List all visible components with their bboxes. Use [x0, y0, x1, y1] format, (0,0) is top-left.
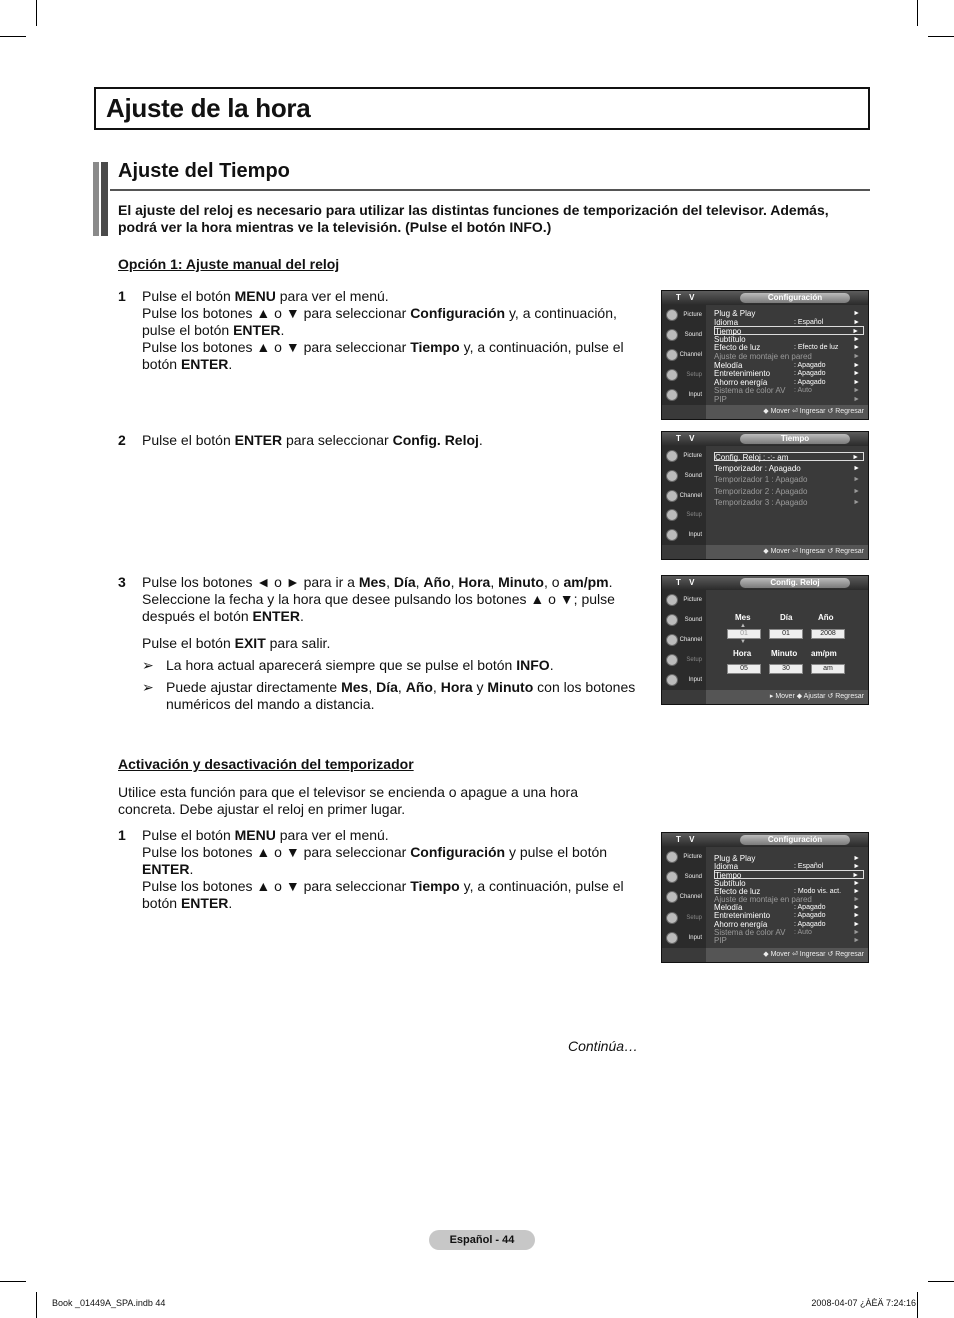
tv-menu-item-value: : Modo vis. act.	[794, 887, 842, 895]
tv-screen-tiempo	[661, 431, 869, 560]
arrow-right-icon: ►	[853, 396, 860, 403]
text-bold: Minuto	[498, 574, 544, 590]
tv-sidebar-label: Channel	[679, 894, 702, 901]
tv-sidebar-item-picture[interactable]	[664, 591, 704, 611]
tv-menu-list	[708, 448, 864, 543]
crop-mark	[928, 1281, 954, 1282]
text: ,	[432, 679, 441, 695]
text-bold: Tiempo	[410, 878, 460, 894]
tv-menu-item-label: Temporizador 2 : Apagado	[714, 486, 808, 496]
arrow-right-icon: ►	[853, 318, 860, 326]
text: y, a continuación, pulse el botón	[142, 339, 624, 372]
tv-footer: ◆ Mover ⏎ Ingresar ↺ Regresar	[706, 405, 868, 419]
input-icon	[666, 674, 678, 686]
tv-sidebar-label: Input	[688, 934, 702, 941]
option1-title: Opción 1: Ajuste manual del reloj	[118, 256, 340, 272]
tv-sidebar-item-channel[interactable]	[664, 888, 704, 908]
arrow-right-icon: ►	[852, 872, 859, 880]
text: Pulse los botones ▲ o ▼ para seleccionar	[142, 305, 411, 321]
text: ,	[368, 679, 377, 695]
tv-menu-title: Config. Reloj	[740, 578, 850, 588]
page-number: Español - 44	[429, 1230, 535, 1250]
tv-sidebar-label: Setup	[686, 372, 702, 378]
text-bold: ENTER	[142, 861, 190, 877]
tv-menu-item[interactable]	[714, 395, 864, 404]
tv-label: T V	[676, 293, 698, 302]
text: ,	[450, 574, 459, 590]
text: .	[280, 322, 285, 338]
channel-icon	[666, 634, 678, 646]
arrow-right-icon: ►	[853, 361, 860, 369]
page-title-box	[94, 87, 870, 130]
tv-sidebar-item-input[interactable]	[664, 386, 704, 406]
crop-mark	[36, 1292, 37, 1318]
arrow-right-icon: ►	[853, 353, 860, 360]
text: y pulse el botón	[505, 844, 608, 860]
text: Pulse el botón	[142, 288, 235, 304]
step-2	[118, 432, 638, 449]
tv-menu-item-label: PIP	[714, 395, 727, 404]
arrow-right-icon: ►	[853, 378, 860, 386]
text-bold: ENTER	[233, 322, 281, 338]
tv-sidebar	[662, 446, 706, 545]
sound-icon	[666, 329, 678, 341]
picture-icon	[666, 851, 678, 863]
tv-sidebar-item-setup[interactable]	[664, 366, 704, 386]
tv-menu-title: Configuración	[740, 293, 850, 303]
clock-label-hora: Hora	[733, 649, 752, 658]
text: . Seleccione la fecha y la hora que desee pulsando los botones ▲ o ▼; pulse después el botón	[142, 574, 615, 624]
tv-menu-item-label: Idioma	[714, 317, 739, 327]
arrow-right-icon: ►	[853, 912, 860, 920]
tv-header	[662, 291, 868, 305]
tv-menu-list	[708, 307, 864, 403]
tv-sidebar-label: Setup	[686, 914, 702, 921]
tv-menu-item[interactable]	[714, 475, 864, 484]
crop-mark	[0, 36, 26, 37]
tv-sidebar-item-sound[interactable]	[664, 611, 704, 631]
tv-footer: ◆ Mover ⏎ Ingresar ↺ Regresar	[706, 948, 868, 962]
tv-menu-item-label: Plug & Play	[714, 854, 756, 863]
arrow-right-icon: ►	[853, 855, 860, 862]
sound-icon	[666, 871, 678, 883]
text: Pulse los botones ▲ o ▼ para seleccionar	[142, 878, 411, 894]
clock-field-minuto[interactable]: 30	[769, 664, 803, 674]
tv-screen-config-reloj	[661, 575, 869, 705]
text: ,	[397, 679, 406, 695]
channel-icon	[666, 490, 678, 502]
clock-field-dia[interactable]: 01	[769, 629, 803, 639]
timer-title: Activación y desactivación del temporizador	[118, 756, 414, 772]
text: Pulse el botón	[142, 827, 235, 843]
tv-menu-title: Configuración	[740, 835, 850, 845]
text-bold: ENTER	[180, 895, 229, 911]
intro-text: El ajuste del reloj es necesario para utilizar las distintas funciones de temporización del televisor. Además, podrá ver la hora mientras ve la televisión. (Pulse el botón INFO.)	[118, 202, 829, 235]
arrow-right-icon: ►	[853, 387, 860, 395]
text: ,	[415, 574, 424, 590]
arrow-right-icon: ►	[853, 370, 860, 378]
tv-sidebar-label: Sound	[684, 332, 702, 338]
text-bold: EXIT	[234, 635, 266, 651]
tv-menu-item-label: Sistema de color AV	[714, 927, 786, 937]
tv-menu-item-label: Entretenimiento	[714, 369, 771, 379]
tv-menu-item-label: Ahorro energía	[714, 919, 768, 929]
text: Puede ajustar directamente	[166, 679, 342, 695]
tv-menu-item-label: Temporizador 1 : Apagado	[714, 475, 808, 484]
footer-left: Book _01449A_SPA.indb 44	[52, 1298, 166, 1308]
setup-icon	[666, 369, 678, 381]
crop-mark	[0, 1281, 26, 1282]
text: Pulse los botones ▲ o ▼ para seleccionar	[142, 339, 411, 355]
tv-sidebar-item-picture[interactable]	[664, 447, 704, 467]
clock-label-mes: Mes	[735, 613, 751, 622]
channel-icon	[666, 349, 678, 361]
text: .	[228, 356, 233, 372]
note	[142, 657, 638, 674]
step-number: 1	[118, 827, 126, 843]
tv-sidebar-item-setup[interactable]	[664, 651, 704, 671]
page-title: Ajuste de la hora	[106, 93, 311, 123]
tv-sidebar-label: Input	[688, 532, 702, 539]
tv-menu-item-value: : Apagado	[794, 370, 826, 378]
picture-icon	[666, 309, 678, 321]
tv-menu-item-value: : Español	[794, 318, 824, 326]
tv-sidebar-item-sound[interactable]	[664, 868, 704, 888]
section-bar	[93, 162, 99, 236]
tv-menu-item-label: Sistema de color AV	[714, 386, 786, 396]
up-arrow-icon: ▲	[740, 623, 746, 629]
section-bar	[101, 162, 108, 236]
text-bold: Hora	[458, 574, 491, 590]
tv-menu-item-value: : Español	[794, 863, 824, 871]
text: para ver el menú.	[275, 288, 389, 304]
text-bold: MENU	[234, 827, 276, 843]
crop-mark	[917, 1292, 918, 1318]
text-bold: ENTER	[252, 608, 300, 624]
text: , o	[543, 574, 564, 590]
tv-sidebar-label: Sound	[684, 472, 702, 479]
tv-label: T V	[676, 835, 698, 844]
continues-label: Continúa…	[568, 1038, 639, 1054]
tv-menu-item-label: PIP	[714, 936, 727, 945]
crop-mark	[917, 0, 918, 26]
arrow-right-icon: ►	[853, 487, 860, 495]
input-icon	[666, 389, 678, 401]
text-bold: Hora	[440, 679, 473, 695]
tv-sidebar-item-input[interactable]	[664, 671, 704, 691]
text: .	[549, 657, 554, 673]
tv-footer: ▸ Mover ◆ Ajustar ↺ Regresar	[706, 690, 868, 704]
tv-sidebar-item-channel[interactable]	[664, 631, 704, 651]
picture-icon	[666, 450, 678, 462]
text: Pulse el botón	[142, 635, 235, 651]
tv-sidebar-item-sound[interactable]	[664, 467, 704, 487]
text-bold: ENTER	[234, 432, 283, 448]
tv-sidebar-label: Picture	[683, 597, 702, 603]
tv-sidebar-item-picture[interactable]	[664, 848, 704, 868]
text-bold: Año	[405, 679, 433, 695]
step-number: 3	[118, 574, 126, 590]
text: Pulse los botones ▲ o ▼ para seleccionar	[142, 844, 411, 860]
text-bold: MENU	[234, 288, 276, 304]
tv-menu-item-label: Temporizador 3 : Apagado	[714, 498, 808, 507]
text: ,	[386, 574, 394, 590]
tv-menu-item-label: Tiempo	[715, 327, 742, 337]
tv-menu-item-value: : Apagado	[794, 378, 826, 386]
clock-field-hora[interactable]: 05	[727, 664, 761, 674]
tv-menu-item-label: Efecto de luz	[714, 886, 761, 896]
text-bold: am/pm	[563, 574, 609, 590]
tv-sidebar-label: Picture	[683, 453, 702, 459]
tv-menu-item[interactable]	[714, 498, 864, 507]
sound-icon	[666, 470, 678, 482]
tv-sidebar-item-picture[interactable]	[664, 306, 704, 326]
tv-screen-configuracion	[661, 290, 869, 420]
tv-menu-item-label: Plug & Play	[714, 309, 756, 318]
note-arrow-icon: ➢	[142, 679, 154, 695]
arrow-right-icon: ►	[853, 887, 860, 895]
text-bold: Minuto	[487, 679, 534, 695]
tv-menu-item[interactable]	[714, 936, 864, 945]
step-1	[118, 288, 638, 373]
clock-label-ano: Año	[818, 613, 834, 622]
tv-menu-list	[708, 849, 864, 946]
text-bold: Día	[376, 679, 398, 695]
tv-sidebar-label: Input	[688, 392, 702, 398]
text-bold: Año	[423, 574, 451, 590]
tv-screen-configuracion-2	[661, 832, 869, 963]
setup-icon	[666, 654, 678, 666]
arrow-right-icon: ►	[853, 464, 860, 472]
note	[142, 679, 638, 713]
tv-sidebar-label: Channel	[679, 352, 702, 358]
text-bold: Configuración	[410, 305, 506, 321]
text: .	[228, 895, 233, 911]
arrow-right-icon: ►	[853, 928, 860, 936]
tv-menu-item[interactable]	[714, 452, 864, 461]
text-bold: Config. Reloj	[392, 432, 479, 448]
note-arrow-icon: ➢	[142, 657, 154, 673]
text-bold: Configuración	[410, 844, 506, 860]
tv-sidebar-item-input[interactable]	[664, 929, 704, 949]
tv-sidebar-label: Input	[688, 677, 702, 683]
tv-sidebar-label: Picture	[683, 312, 702, 318]
tv-menu-item-label: Efecto de luz	[714, 343, 761, 353]
tv-label: T V	[676, 578, 698, 587]
tv-header	[662, 432, 868, 446]
tv-menu-item-label: Idioma	[714, 862, 739, 872]
text: .	[299, 608, 304, 624]
text-bold: Mes	[358, 574, 387, 590]
tv-menu-item-value: : Apagado	[794, 361, 826, 369]
arrow-right-icon: ►	[853, 879, 860, 887]
arrow-right-icon: ►	[852, 454, 859, 461]
tv-sidebar-label: Sound	[684, 617, 702, 623]
tv-label: T V	[676, 434, 698, 443]
step-number: 2	[118, 432, 126, 448]
tv-sidebar-label: Setup	[686, 512, 702, 519]
tv-sidebar-label: Setup	[686, 657, 702, 663]
tv-sidebar-item-channel[interactable]	[664, 487, 704, 507]
arrow-right-icon: ►	[853, 335, 860, 343]
text: .	[478, 432, 483, 448]
tv-sidebar-item-channel[interactable]	[664, 346, 704, 366]
text: para salir.	[265, 635, 331, 651]
text: y, a continuación, pulse el botón	[142, 878, 624, 911]
tv-menu-item-label: Temporizador : Apagado	[714, 463, 801, 473]
tv-header	[662, 576, 868, 590]
timer-intro: Utilice esta función para que el televisor se encienda o apague a una hora concreta. Debe ajustar el reloj en primer lugar.	[118, 784, 578, 817]
footer-right: 2008-04-07 ¿ÀÈÄ 7:24:16	[811, 1298, 916, 1308]
tv-sidebar	[662, 305, 706, 405]
tv-menu-item-label: Melodía	[714, 360, 743, 370]
tv-menu-item-value: : Apagado	[794, 912, 826, 920]
clock-label-minuto: Minuto	[771, 649, 798, 658]
section-rule	[110, 189, 870, 191]
down-arrow-icon: ▼	[740, 639, 746, 645]
text-bold: ENTER	[180, 356, 229, 372]
tv-sidebar-label: Channel	[679, 492, 702, 499]
tv-menu-item-label: Melodía	[714, 903, 743, 913]
tv-menu-item-value: : Apagado	[794, 904, 826, 912]
tv-sidebar-item-setup[interactable]	[664, 506, 704, 526]
clock-field-mes[interactable]: 01	[727, 629, 761, 639]
tv-menu-item-label: Entretenimiento	[714, 911, 771, 921]
crop-mark	[928, 36, 954, 37]
input-icon	[666, 932, 678, 944]
text: para ver el menú.	[275, 827, 389, 843]
tv-menu-item-label: Ajuste de montaje en pared	[714, 895, 812, 904]
tv-menu-item-label: Ahorro energía	[714, 377, 768, 387]
text-bold: Mes	[341, 679, 369, 695]
text: La hora actual aparecerá siempre que se pulse el botón	[166, 657, 517, 673]
text: y, a continuación, pulse el botón	[142, 305, 617, 338]
text-bold: Día	[393, 574, 416, 590]
text-bold: Tiempo	[410, 339, 460, 355]
timer-step-1	[118, 827, 638, 912]
tv-menu-item-value: : Apagado	[794, 920, 826, 928]
text: con los botones numéricos del mando a distancia.	[166, 679, 636, 712]
picture-icon	[666, 594, 678, 606]
tv-menu-item-label: Subtítulo	[714, 878, 746, 888]
input-icon	[666, 529, 678, 541]
tv-menu-item-value: : Auto	[794, 928, 812, 936]
clock-label-dia: Día	[780, 613, 793, 622]
tv-menu-item-label: Ajuste de montaje en pared	[714, 352, 812, 361]
text-bold: INFO	[516, 657, 550, 673]
arrow-right-icon: ►	[853, 920, 860, 928]
arrow-right-icon: ►	[853, 896, 860, 903]
text: Pulse el botón	[142, 432, 235, 448]
tv-sidebar-item-input[interactable]	[664, 526, 704, 546]
setup-icon	[666, 912, 678, 924]
tv-sidebar	[662, 590, 706, 690]
setup-icon	[666, 509, 678, 521]
tv-menu-item[interactable]	[714, 487, 864, 496]
arrow-right-icon: ►	[853, 904, 860, 912]
clock-field-ano[interactable]: 2008	[811, 629, 845, 639]
tv-menu-item-label: Config. Reloj : -:- am	[715, 453, 789, 462]
text: y	[472, 679, 488, 695]
sound-icon	[666, 614, 678, 626]
arrow-right-icon: ►	[853, 937, 860, 944]
text: Pulse los botones ◄ o ► para ir a	[142, 574, 359, 590]
step-3	[118, 574, 638, 713]
arrow-right-icon: ►	[853, 344, 860, 352]
tv-header	[662, 833, 868, 847]
tv-sidebar	[662, 847, 706, 948]
tv-menu-title: Tiempo	[740, 434, 850, 444]
step-number: 1	[118, 288, 126, 304]
text: .	[189, 861, 194, 877]
arrow-right-icon: ►	[853, 863, 860, 871]
tv-menu-item-label: Tiempo	[715, 871, 742, 881]
section-title: Ajuste del Tiempo	[118, 160, 290, 182]
tv-menu-item-value: : Efecto de luz	[794, 344, 839, 352]
tv-sidebar-label: Sound	[684, 874, 702, 881]
text: para seleccionar	[282, 432, 393, 448]
tv-menu-item[interactable]	[714, 464, 864, 473]
arrow-right-icon: ►	[852, 328, 859, 336]
arrow-right-icon: ►	[853, 476, 860, 483]
tv-sidebar-item-sound[interactable]	[664, 326, 704, 346]
tv-menu-item-value: : Auto	[794, 387, 812, 395]
crop-mark	[36, 0, 37, 26]
arrow-right-icon: ►	[853, 310, 860, 317]
tv-sidebar-item-setup[interactable]	[664, 909, 704, 929]
tv-sidebar-label: Picture	[683, 854, 702, 860]
clock-label-ampm: am/pm	[811, 649, 837, 658]
arrow-right-icon: ►	[853, 499, 860, 506]
clock-field-ampm[interactable]: am	[811, 664, 845, 674]
tv-footer: ◆ Mover ⏎ Ingresar ↺ Regresar	[706, 545, 868, 559]
tv-sidebar-label: Channel	[679, 637, 702, 643]
tv-menu-item-label: Subtítulo	[714, 334, 746, 344]
text: ,	[490, 574, 499, 590]
channel-icon	[666, 891, 678, 903]
